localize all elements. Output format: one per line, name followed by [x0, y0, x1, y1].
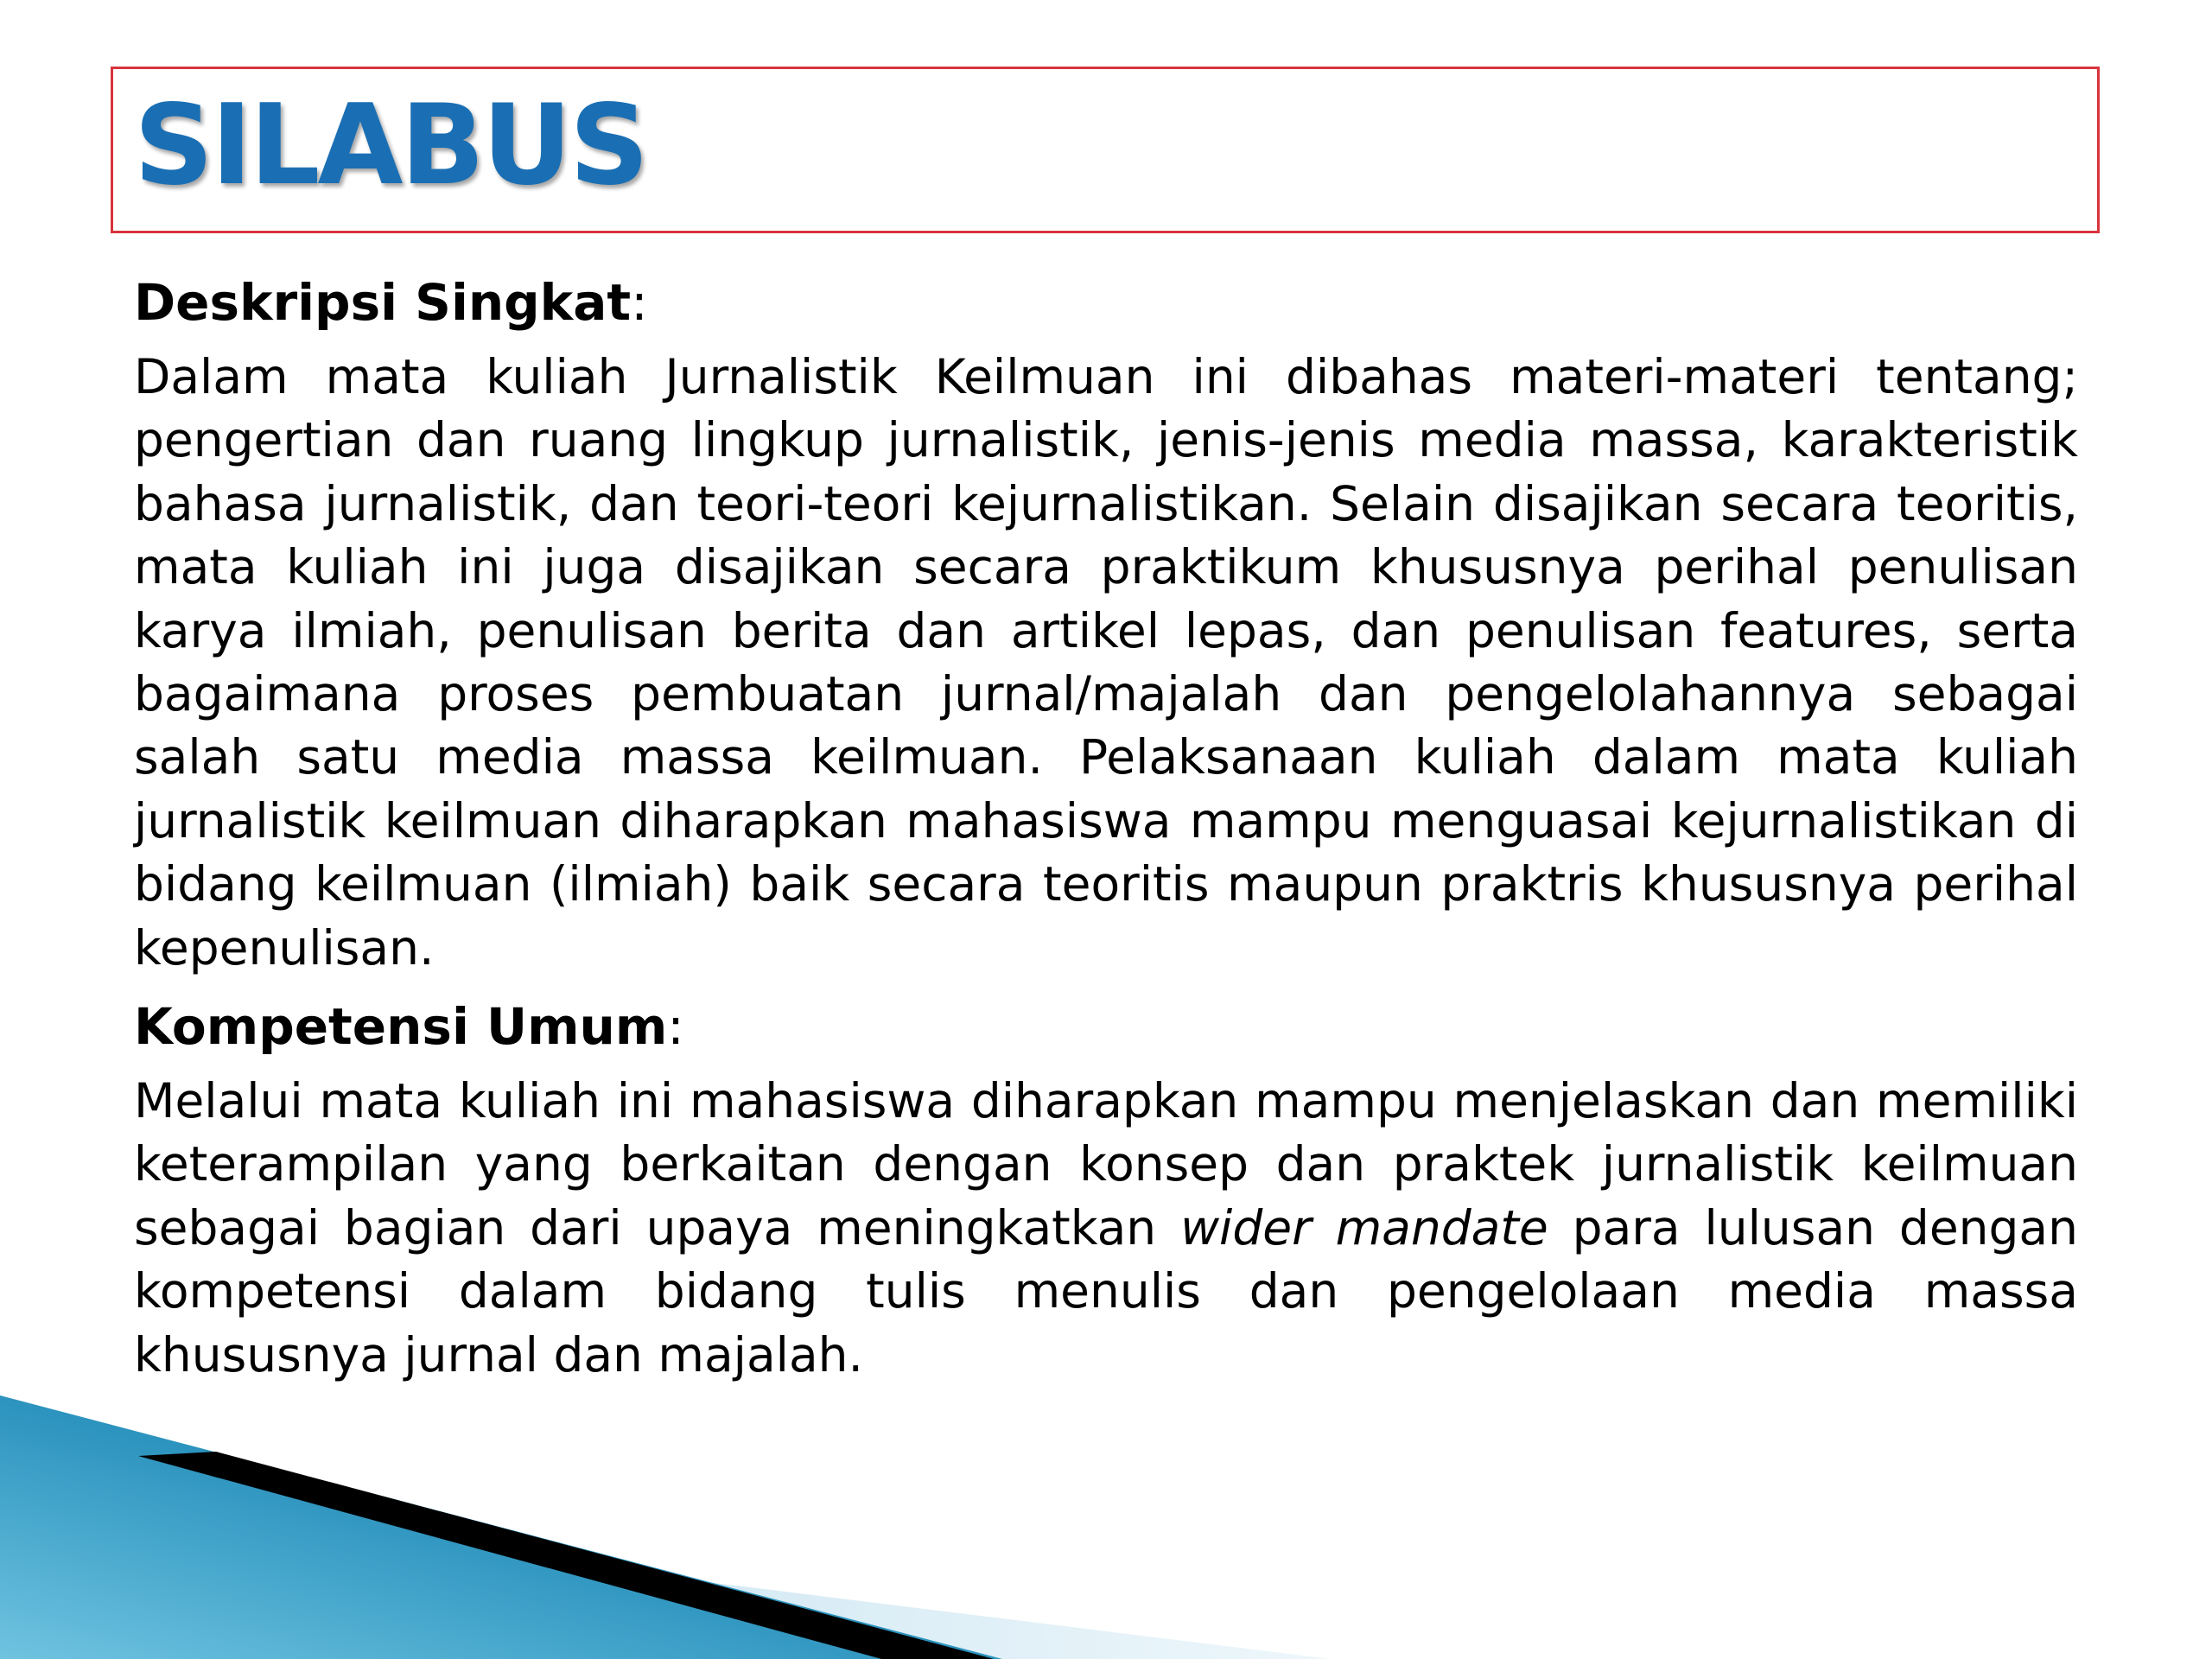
content-body — [134, 268, 2078, 1399]
body-text-before: Melalui mata kuliah ini mahasiswa diharapkan mampu menjelaskan dan memiliki keterampilan yang berkaitan dengan konsep dan praktek jurnalistik keilmuan sebagai bagian dari upaya meningkatkan — [134, 1073, 2078, 1255]
heading-text: Deskripsi Singkat — [134, 273, 632, 332]
decor-blue-wedge — [0, 1395, 1002, 1659]
section-heading-deskripsi — [134, 268, 2078, 337]
section-heading-kompetensi — [134, 992, 2078, 1061]
section-body-kompetensi — [134, 1070, 2078, 1387]
heading-text: Kompetensi Umum — [134, 997, 668, 1057]
heading-colon: : — [667, 997, 684, 1057]
body-text-after: para lulusan dengan kompetensi dalam bidang tulis menulis dan pengelolaan media massa khususnya jurnal dan majalah. — [134, 1199, 2078, 1382]
section-body-deskripsi: Dalam mata kuliah Jurnalistik Keilmuan ini dibahas materi-materi tentang; pengertian dan ruang lingkup jurnalistik, jenis-jenis media massa, karakteristik bahasa jurnalistik, dan teori-teori kejurnalistikan. Selain disajikan secara teoritis, mata kuliah ini juga disajikan secara praktikum khususnya perihal penulisan karya ilmiah, penulisan berita dan artikel lepas, dan penulisan features, serta bagaimana proses pembuatan jurnal/majalah dan pengelolahannya sebagai salah satu media massa keilmuan. Pelaksanaan kuliah dalam mata kuliah jurnalistik keilmuan diharapkan mahasiswa mampu menguasai kejurnalistikan di bidang keilmuan (ilmiah) baik secara teoritis maupun praktris khususnya perihal kepenulisan. — [134, 349, 2078, 976]
body-text-italic: wider mandate — [1180, 1199, 1548, 1255]
heading-colon: : — [631, 273, 648, 332]
title-box — [111, 67, 2100, 233]
slide-title: SILABUS — [134, 81, 647, 210]
